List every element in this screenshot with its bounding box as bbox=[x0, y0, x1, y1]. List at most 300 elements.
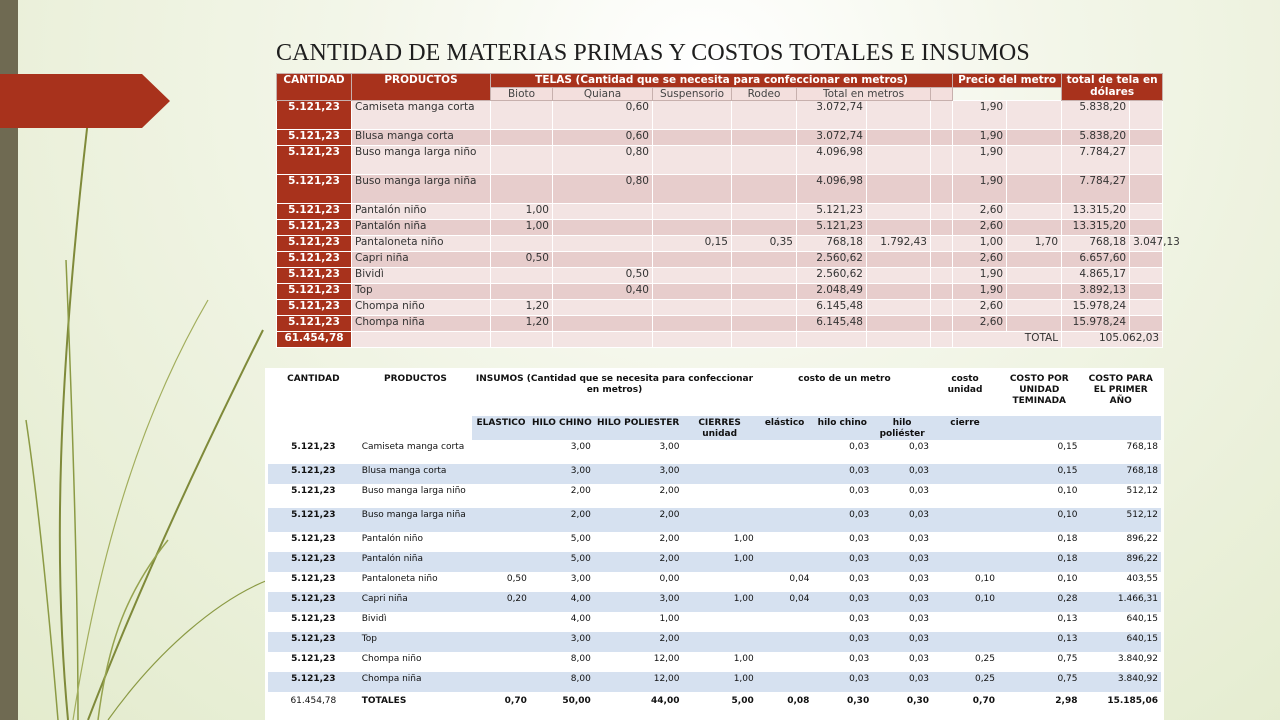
value-cell bbox=[682, 440, 756, 464]
telas-row bbox=[277, 316, 1163, 332]
total-value-cell: 5,00 bbox=[731, 696, 754, 706]
insumos-col-insumos: INSUMOS (Cantidad que se necesita para confeccionar en metros) bbox=[475, 374, 754, 395]
value-cell: 4,00 bbox=[570, 614, 591, 624]
value-cell: 1,90 bbox=[953, 268, 1007, 284]
value-cell: 0,20 bbox=[472, 592, 530, 612]
subheader-suspensorio: Suspensorio bbox=[653, 88, 732, 101]
subheader-gap bbox=[953, 88, 1062, 101]
value-cell: 2,60 bbox=[953, 316, 1007, 332]
value-cell bbox=[932, 552, 998, 572]
value-cell: 5.838,20 bbox=[1062, 130, 1130, 146]
cantidad-cell: 5.121,23 bbox=[291, 534, 336, 544]
insumos-col-cantidad: CANTIDAD bbox=[287, 374, 340, 384]
value-cell: 0,03 bbox=[849, 486, 870, 496]
value-cell bbox=[867, 101, 931, 130]
value-cell: 3,00 bbox=[594, 464, 683, 484]
col-header-total-dolares: total de tela en dólares bbox=[1062, 74, 1163, 101]
value-cell bbox=[732, 284, 797, 300]
cantidad-cell: 5.121,23 bbox=[291, 614, 336, 624]
value-cell bbox=[757, 440, 813, 464]
empty-cell bbox=[352, 332, 491, 348]
value-cell: 0,04 bbox=[757, 592, 813, 612]
producto-cell: Top bbox=[352, 284, 491, 300]
value-cell: 0,03 bbox=[849, 654, 870, 664]
cantidad-cell: 5.121,23 bbox=[277, 300, 352, 316]
value-cell bbox=[472, 652, 530, 672]
empty-cell bbox=[653, 332, 732, 348]
cantidad-cell: 5.121,23 bbox=[291, 654, 336, 664]
value-cell: 768,18 bbox=[1062, 236, 1130, 252]
value-cell bbox=[931, 130, 953, 146]
value-cell: 640,15 bbox=[1126, 614, 1158, 624]
value-cell: 3,00 bbox=[594, 592, 683, 612]
value-cell bbox=[1007, 284, 1062, 300]
value-cell bbox=[653, 268, 732, 284]
telas-row bbox=[277, 268, 1163, 284]
value-cell bbox=[682, 632, 756, 652]
value-cell: 15.978,24 bbox=[1062, 300, 1130, 316]
cantidad-cell: 5.121,23 bbox=[277, 175, 352, 204]
value-cell: 2,00 bbox=[530, 508, 594, 532]
cantidad-cell: 5.121,23 bbox=[277, 236, 352, 252]
value-cell bbox=[867, 130, 931, 146]
value-cell bbox=[1007, 101, 1062, 130]
cantidad-cell: 5.121,23 bbox=[277, 220, 352, 236]
total-value-cell: 0,70 bbox=[504, 696, 527, 706]
value-cell bbox=[553, 236, 653, 252]
value-cell bbox=[931, 220, 953, 236]
value-cell: 0,15 bbox=[998, 464, 1080, 484]
producto-cell: Bividì bbox=[361, 614, 387, 624]
value-cell: 0,03 bbox=[872, 508, 932, 532]
value-cell bbox=[931, 252, 953, 268]
subheader-rodeo: Rodeo bbox=[732, 88, 797, 101]
value-cell: 1,70 bbox=[1007, 236, 1062, 252]
subheader-quiana: Quiana bbox=[553, 88, 653, 101]
value-cell: 0,60 bbox=[553, 130, 653, 146]
value-cell: 0,18 bbox=[998, 552, 1080, 572]
value-cell: 0,75 bbox=[1057, 654, 1078, 664]
value-cell: 1,90 bbox=[953, 130, 1007, 146]
value-cell: 0,00 bbox=[659, 574, 680, 584]
value-cell bbox=[472, 508, 530, 532]
value-cell: 0,60 bbox=[553, 101, 653, 130]
insumos-sub-cierre-cost: cierre bbox=[932, 416, 998, 440]
value-cell: 3,00 bbox=[570, 574, 591, 584]
value-cell: 0,03 bbox=[812, 508, 872, 532]
insumos-col-costo-unidad: costo unidad bbox=[947, 374, 983, 395]
insumos-sub-blank-2 bbox=[359, 416, 472, 440]
insumos-sub-elastico-cost: elástico bbox=[757, 416, 813, 440]
value-cell bbox=[472, 440, 530, 464]
value-cell bbox=[732, 268, 797, 284]
value-cell bbox=[1130, 130, 1163, 146]
value-cell: 0,03 bbox=[872, 632, 932, 652]
value-cell: 0,15 bbox=[653, 236, 732, 252]
value-cell: 2,00 bbox=[570, 486, 591, 496]
value-cell: 1,20 bbox=[491, 300, 553, 316]
value-cell bbox=[472, 612, 530, 632]
telas-row bbox=[277, 284, 1163, 300]
value-cell bbox=[732, 130, 797, 146]
value-cell: 0,35 bbox=[732, 236, 797, 252]
value-cell bbox=[867, 284, 931, 300]
producto-cell: Camiseta manga corta bbox=[361, 442, 465, 452]
insumos-col-productos: PRODUCTOS bbox=[384, 374, 447, 384]
telas-row bbox=[277, 130, 1163, 146]
value-cell bbox=[1130, 284, 1163, 300]
value-cell: 1,90 bbox=[953, 146, 1007, 175]
value-cell: 0,75 bbox=[998, 672, 1080, 692]
producto-cell: Buso manga larga niño bbox=[361, 486, 466, 496]
value-cell: 2,00 bbox=[594, 632, 683, 652]
producto-cell: Capri niña bbox=[352, 252, 491, 268]
value-cell bbox=[757, 652, 813, 672]
value-cell bbox=[1007, 268, 1062, 284]
value-cell: 896,22 bbox=[1126, 534, 1158, 544]
total-label-cell: TOTAL bbox=[953, 332, 1062, 348]
arrow-shape-icon bbox=[0, 74, 170, 128]
value-cell bbox=[932, 484, 998, 508]
value-cell bbox=[867, 316, 931, 332]
insumos-row bbox=[268, 632, 1161, 652]
value-cell: 0,03 bbox=[849, 534, 870, 544]
value-cell bbox=[491, 130, 553, 146]
value-cell bbox=[757, 484, 813, 508]
value-cell: 6.145,48 bbox=[797, 300, 867, 316]
producto-cell: Pantalón niño bbox=[361, 534, 424, 544]
value-cell: 1,90 bbox=[953, 175, 1007, 204]
value-cell: 0,03 bbox=[849, 442, 870, 452]
value-cell: 1,00 bbox=[682, 552, 756, 572]
value-cell bbox=[682, 572, 756, 592]
producto-cell: Pantaloneta niño bbox=[352, 236, 491, 252]
value-cell: 1,00 bbox=[682, 672, 756, 692]
value-cell: 1,00 bbox=[659, 614, 680, 624]
value-cell bbox=[867, 252, 931, 268]
value-cell bbox=[931, 236, 953, 252]
producto-cell: Blusa manga corta bbox=[352, 130, 491, 146]
cantidad-cell: 5.121,23 bbox=[277, 284, 352, 300]
value-cell: 6.145,48 bbox=[797, 316, 867, 332]
value-cell bbox=[932, 612, 998, 632]
value-cell: 5.121,23 bbox=[797, 220, 867, 236]
value-cell: 0,03 bbox=[908, 486, 930, 496]
value-cell: 0,10 bbox=[1057, 574, 1078, 584]
value-cell bbox=[682, 464, 756, 484]
value-cell bbox=[932, 532, 998, 552]
insumos-row bbox=[268, 612, 1161, 632]
value-cell bbox=[732, 204, 797, 220]
value-cell bbox=[491, 268, 553, 284]
value-cell bbox=[653, 220, 732, 236]
value-cell: 640,15 bbox=[1081, 632, 1162, 652]
producto-cell: Pantaloneta niño bbox=[361, 574, 438, 584]
value-cell bbox=[931, 204, 953, 220]
value-cell bbox=[472, 552, 530, 572]
value-cell: 0,50 bbox=[553, 268, 653, 284]
telas-row bbox=[277, 101, 1163, 130]
insumos-row bbox=[268, 592, 1161, 612]
value-cell bbox=[472, 632, 530, 652]
value-cell: 1,90 bbox=[953, 101, 1007, 130]
value-cell bbox=[931, 268, 953, 284]
value-cell: 1,90 bbox=[953, 284, 1007, 300]
insumos-col-costo-metro: costo de un metro bbox=[798, 374, 891, 384]
value-cell: 0,50 bbox=[506, 574, 527, 584]
value-cell bbox=[931, 101, 953, 130]
value-cell bbox=[1007, 300, 1062, 316]
value-cell: 7.784,27 bbox=[1062, 175, 1130, 204]
value-cell: 3.072,74 bbox=[797, 101, 867, 130]
insumos-row bbox=[268, 484, 1161, 508]
producto-cell: Buso manga larga niña bbox=[352, 175, 491, 204]
value-cell: 0,03 bbox=[849, 614, 870, 624]
insumos-col-costo-primer-anio: COSTO PARA EL PRIMER AÑO bbox=[1088, 374, 1153, 406]
value-cell: 0,13 bbox=[998, 632, 1080, 652]
value-cell bbox=[553, 316, 653, 332]
cantidad-cell: 5.121,23 bbox=[268, 464, 359, 484]
telas-row bbox=[277, 220, 1163, 236]
value-cell bbox=[732, 220, 797, 236]
cantidad-cell: 5.121,23 bbox=[277, 316, 352, 332]
value-cell: 2,60 bbox=[953, 220, 1007, 236]
value-cell: 0,03 bbox=[812, 672, 872, 692]
value-cell bbox=[472, 672, 530, 692]
value-cell bbox=[757, 508, 813, 532]
value-cell: 1,00 bbox=[682, 592, 756, 612]
value-cell: 3.072,74 bbox=[797, 130, 867, 146]
total-value-cell: 105.062,03 bbox=[1062, 332, 1163, 348]
value-cell: 1,00 bbox=[953, 236, 1007, 252]
value-cell bbox=[553, 220, 653, 236]
value-cell bbox=[1130, 252, 1163, 268]
total-value-cell: 0,08 bbox=[787, 696, 810, 706]
insumos-sub-blank-4 bbox=[1081, 416, 1162, 440]
value-cell: 768,18 bbox=[797, 236, 867, 252]
value-cell bbox=[1007, 204, 1062, 220]
value-cell bbox=[931, 316, 953, 332]
value-cell bbox=[1130, 175, 1163, 204]
total-value-cell: 15.185,06 bbox=[1107, 696, 1158, 706]
value-cell: 6.657,60 bbox=[1062, 252, 1130, 268]
value-cell: 0,03 bbox=[812, 552, 872, 572]
value-cell: 3.840,92 bbox=[1117, 654, 1158, 664]
value-cell: 0,80 bbox=[553, 146, 653, 175]
value-cell bbox=[1130, 204, 1163, 220]
value-cell: 2.048,49 bbox=[797, 284, 867, 300]
total-cantidad-cell: 61.454,78 bbox=[290, 696, 337, 706]
value-cell: 0,40 bbox=[553, 284, 653, 300]
insumos-sub-hilo-poliester: HILO POLIESTER bbox=[594, 416, 683, 440]
value-cell: 0,03 bbox=[872, 552, 932, 572]
total-value-cell: 2,98 bbox=[1055, 696, 1078, 706]
value-cell: 0,03 bbox=[812, 632, 872, 652]
value-cell: 15.978,24 bbox=[1062, 316, 1130, 332]
value-cell bbox=[732, 316, 797, 332]
value-cell bbox=[757, 632, 813, 652]
insumos-row bbox=[268, 552, 1161, 572]
value-cell: 0,04 bbox=[789, 574, 810, 584]
empty-cell bbox=[553, 332, 653, 348]
insumos-col-costo-por-unidad: COSTO POR UNIDAD TEMINADA bbox=[1009, 374, 1069, 406]
insumos-sub-blank-1 bbox=[268, 416, 359, 440]
value-cell: 3,00 bbox=[530, 632, 594, 652]
value-cell: 0,10 bbox=[974, 574, 996, 584]
empty-cell bbox=[797, 332, 867, 348]
value-cell: 0,03 bbox=[849, 574, 870, 584]
value-cell: 1,20 bbox=[491, 316, 553, 332]
value-cell bbox=[757, 532, 813, 552]
producto-cell: Pantalón niña bbox=[352, 220, 491, 236]
value-cell bbox=[1007, 316, 1062, 332]
value-cell: 1,00 bbox=[733, 654, 754, 664]
insumos-row bbox=[268, 652, 1161, 672]
value-cell: 0,03 bbox=[872, 672, 932, 692]
value-cell bbox=[757, 552, 813, 572]
insumos-row bbox=[268, 672, 1161, 692]
value-cell bbox=[867, 300, 931, 316]
producto-cell: Chompa niña bbox=[359, 672, 472, 692]
value-cell bbox=[1130, 101, 1163, 130]
empty-cell bbox=[732, 332, 797, 348]
value-cell: 12,00 bbox=[594, 672, 683, 692]
producto-cell: Bividì bbox=[352, 268, 491, 284]
value-cell bbox=[653, 300, 732, 316]
total-value-cell: 44,00 bbox=[651, 696, 680, 706]
insumos-row bbox=[268, 572, 1161, 592]
producto-cell: Blusa manga corta bbox=[359, 464, 472, 484]
cantidad-cell: 5.121,23 bbox=[268, 552, 359, 572]
total-label-cell: TOTALES bbox=[361, 696, 407, 706]
value-cell: 2,00 bbox=[594, 508, 683, 532]
value-cell: 768,18 bbox=[1126, 442, 1158, 452]
total-value-cell: 0,70 bbox=[972, 696, 996, 706]
cantidad-cell: 5.121,23 bbox=[277, 146, 352, 175]
telas-row bbox=[277, 252, 1163, 268]
value-cell bbox=[732, 146, 797, 175]
value-cell: 0,03 bbox=[872, 464, 932, 484]
value-cell bbox=[682, 484, 756, 508]
value-cell: 0,10 bbox=[932, 592, 998, 612]
value-cell: 0,03 bbox=[908, 442, 930, 452]
telas-row bbox=[277, 300, 1163, 316]
producto-cell: Camiseta manga corta bbox=[352, 101, 491, 130]
insumos-sub-hilo-poliester-cost: hilo poliéster bbox=[872, 416, 932, 440]
value-cell bbox=[1007, 220, 1062, 236]
cantidad-cell: 5.121,23 bbox=[268, 632, 359, 652]
value-cell: 8,00 bbox=[570, 654, 591, 664]
value-cell bbox=[867, 268, 931, 284]
value-cell bbox=[867, 175, 931, 204]
value-cell bbox=[491, 146, 553, 175]
subheader-blank bbox=[931, 88, 953, 101]
insumos-row bbox=[268, 532, 1161, 552]
total-value-cell: 0,30 bbox=[847, 696, 870, 706]
total-value-cell: 50,00 bbox=[562, 696, 591, 706]
value-cell bbox=[1130, 146, 1163, 175]
value-cell: 2,60 bbox=[953, 204, 1007, 220]
producto-cell: Chompa niña bbox=[352, 316, 491, 332]
value-cell: 1,00 bbox=[733, 534, 754, 544]
value-cell: 2,60 bbox=[953, 300, 1007, 316]
insumos-sub-hilo-chino: HILO CHINO bbox=[530, 416, 594, 440]
value-cell bbox=[757, 464, 813, 484]
value-cell: 1.792,43 bbox=[867, 236, 931, 252]
value-cell bbox=[653, 130, 732, 146]
value-cell: 0,25 bbox=[974, 654, 996, 664]
cantidad-cell: 5.121,23 bbox=[291, 486, 336, 496]
value-cell: 0,03 bbox=[812, 592, 872, 612]
value-cell bbox=[491, 175, 553, 204]
cantidad-cell: 5.121,23 bbox=[268, 672, 359, 692]
value-cell bbox=[1007, 146, 1062, 175]
value-cell: 0,10 bbox=[998, 508, 1080, 532]
value-cell bbox=[757, 672, 813, 692]
value-cell bbox=[1007, 252, 1062, 268]
value-cell bbox=[682, 612, 756, 632]
value-cell: 12,00 bbox=[653, 654, 680, 664]
value-cell bbox=[732, 175, 797, 204]
value-cell: 0,28 bbox=[998, 592, 1080, 612]
value-cell: 0,15 bbox=[1057, 442, 1078, 452]
value-cell: 0,25 bbox=[932, 672, 998, 692]
cantidad-cell: 5.121,23 bbox=[277, 101, 352, 130]
cantidad-cell: 5.121,23 bbox=[277, 268, 352, 284]
value-cell bbox=[491, 236, 553, 252]
value-cell: 5.838,20 bbox=[1062, 101, 1130, 130]
insumos-row bbox=[268, 508, 1161, 532]
value-cell bbox=[932, 440, 998, 464]
value-cell bbox=[931, 284, 953, 300]
value-cell: 0,03 bbox=[908, 654, 930, 664]
value-cell bbox=[732, 101, 797, 130]
empty-cell bbox=[491, 332, 553, 348]
telas-total-row bbox=[277, 332, 1163, 348]
value-cell bbox=[1130, 316, 1163, 332]
value-cell: 5,00 bbox=[530, 552, 594, 572]
value-cell bbox=[553, 300, 653, 316]
insumos-sub-elastico: ELASTICO bbox=[472, 416, 530, 440]
value-cell bbox=[932, 632, 998, 652]
telas-row bbox=[277, 146, 1163, 175]
insumos-total-row bbox=[268, 692, 1161, 712]
empty-cell bbox=[867, 332, 931, 348]
value-cell: 3.840,92 bbox=[1081, 672, 1162, 692]
subheader-bioto: Bioto bbox=[491, 88, 553, 101]
value-cell: 0,50 bbox=[491, 252, 553, 268]
value-cell bbox=[653, 284, 732, 300]
value-cell: 5.121,23 bbox=[797, 204, 867, 220]
value-cell: 512,12 bbox=[1126, 486, 1158, 496]
value-cell bbox=[932, 508, 998, 532]
value-cell: 0,03 bbox=[812, 464, 872, 484]
value-cell: 1,00 bbox=[491, 220, 553, 236]
value-cell: 0,03 bbox=[872, 592, 932, 612]
telas-table bbox=[276, 73, 1180, 348]
insumos-row bbox=[268, 464, 1161, 484]
value-cell: 1,00 bbox=[491, 204, 553, 220]
value-cell: 0,80 bbox=[553, 175, 653, 204]
value-cell bbox=[653, 146, 732, 175]
value-cell: 512,12 bbox=[1081, 508, 1162, 532]
value-cell bbox=[553, 252, 653, 268]
value-cell: 0,03 bbox=[908, 574, 930, 584]
value-cell bbox=[867, 146, 931, 175]
value-cell: 2.560,62 bbox=[797, 268, 867, 284]
value-cell: 13.315,20 bbox=[1062, 204, 1130, 220]
value-cell: 768,18 bbox=[1081, 464, 1162, 484]
